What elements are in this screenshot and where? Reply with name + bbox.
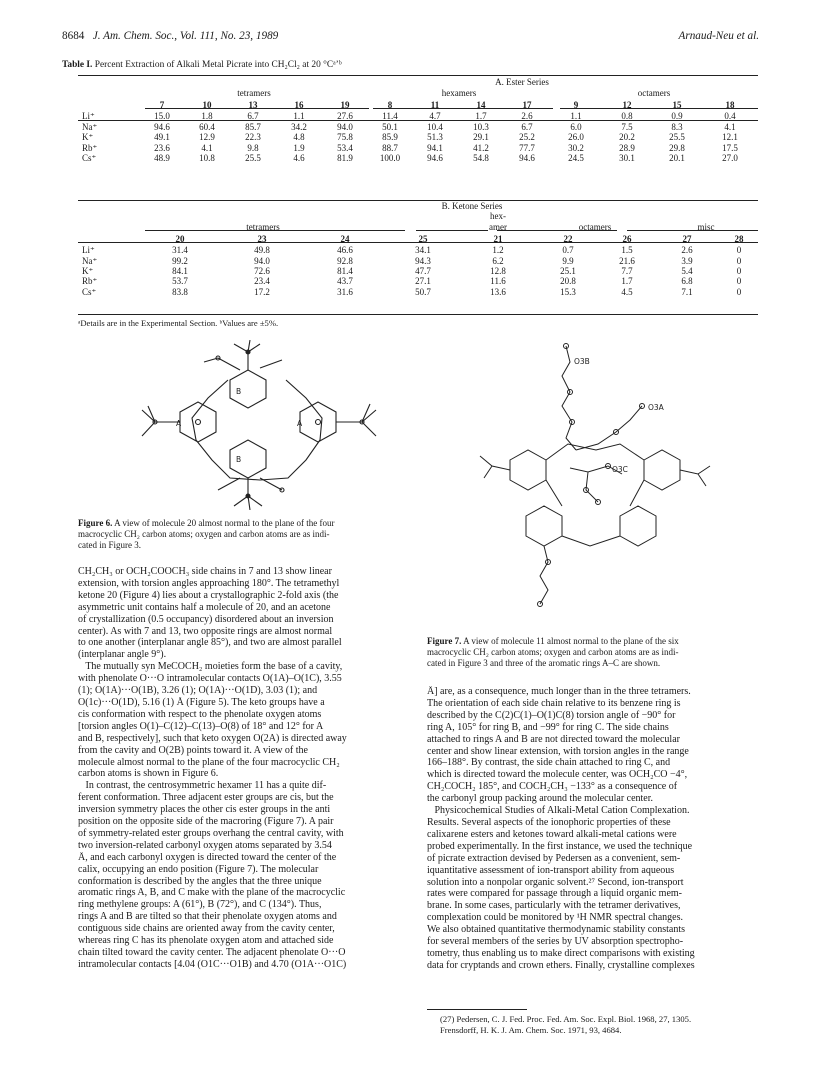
table-cell: 6.2 [492, 255, 504, 266]
table-cell: 22.3 [245, 132, 261, 143]
text-line: carbon atoms is shown in Figure 6. [78, 768, 219, 780]
table-cell: 23.4 [254, 276, 270, 287]
text-line: aromatic rings A, B, and C make with the plane of the macrocyclic [78, 887, 346, 899]
table-cell: 54.8 [473, 153, 489, 164]
text-line: solution into a nonpolar organic solvent.²⁷ Second, ion-transport [427, 876, 684, 888]
table-cell: 88.7 [382, 142, 398, 153]
text-line: to one another (interplanar angle 85°), and two are almost parallel [78, 637, 342, 649]
table-cell: 81.4 [337, 266, 353, 277]
table-cell: 31.4 [172, 245, 188, 256]
text-line: ferent conformation. Three adjacent ester groups are cis, but the [78, 792, 334, 804]
text-line: and B, respectively], such that keto oxygen O(2A) is directed away [78, 732, 347, 744]
journal-citation: J. Am. Chem. Soc., Vol. 111, No. 23, 1989 [92, 30, 279, 42]
figure-6-caption-line-1: A view of molecule 20 almost normal to the plane of the four [112, 518, 335, 528]
ester-column-header: 11 [430, 99, 440, 110]
fig6-ring-label-a-right: A [297, 419, 303, 428]
ester-group-octamers: octamers [637, 87, 671, 98]
ion-label: Cs⁺ [82, 286, 97, 297]
table-cell: 0 [736, 245, 742, 256]
table-footnote: ᵃDetails are in the Experimental Section. ᵇValues are ±5%. [78, 318, 279, 328]
table-cell: 83.8 [172, 286, 188, 297]
ion-label: Cs⁺ [82, 153, 97, 164]
fig6-ring-label-b-top: B [236, 387, 242, 396]
table-cell: 6.0 [570, 121, 582, 132]
table-cell: 15.3 [560, 286, 576, 297]
ketone-group-hexamer-1: hex- [490, 211, 506, 222]
table-cell: 94.6 [154, 121, 170, 132]
ester-group-tetramers: tetramers [237, 87, 271, 98]
table-cell: 53.7 [172, 276, 188, 287]
header-left [62, 30, 278, 42]
table-cell: 49.8 [254, 245, 270, 256]
text-line: CH₂CH₃ or OCH₂COOCH₃ side chains in 7 and 13 show linear [78, 566, 332, 577]
ketone-series-title-row [78, 201, 758, 211]
ketone-series-table [78, 201, 758, 297]
table-cell: 4.1 [724, 121, 736, 132]
table-cell: 6.7 [247, 111, 259, 122]
table-cell: 0.9 [671, 111, 683, 122]
table-cell: 17.2 [254, 286, 270, 297]
text-line: of crystallization (0.5 occupancy) disordered about an inversion [78, 613, 334, 625]
table-cell: 10.4 [427, 121, 443, 132]
table-cell: 11.4 [382, 111, 398, 122]
ion-label: Rb⁺ [82, 142, 98, 153]
text-line: The mutually syn MeCOCH₂ moieties form the base of a cavity, [78, 661, 343, 673]
table-cell: 94.6 [519, 153, 535, 164]
table-cell: 11.6 [490, 276, 506, 287]
text-line: of symmetry-related ester groups overhang the central cavity, with [78, 827, 344, 839]
ketone-column-header: 20 [175, 233, 185, 244]
text-line: the carbonyl group packing around the molecular center. [427, 793, 654, 805]
text-line: asymmetric unit contains half a molecule of 20, and an acetone [78, 601, 331, 613]
reference-line-1: (27) Pedersen, C. J. Fed. Proc. Fed. Am. Soc. Expl. Biol. 1968, 27, 1305. [440, 1014, 692, 1024]
text-line: In contrast, the centrosymmetric hexamer 11 has a quite dif- [78, 780, 327, 792]
table-cell: 23.6 [154, 142, 170, 153]
table-cell: 12.1 [722, 132, 738, 143]
text-line: which is directed toward the molecule center, was OCH₂CO −4°, [427, 769, 688, 781]
table-cell: 2.6 [681, 245, 693, 256]
table-cell: 99.2 [172, 255, 188, 266]
ketone-column-header: 23 [257, 233, 267, 244]
table-row [78, 122, 758, 132]
table-cell: 51.3 [427, 132, 443, 143]
right-text-column [427, 686, 758, 972]
table-cell: 94.3 [415, 255, 431, 266]
text-line: Å] are, as a consequence, much longer than in the three tetramers. [427, 686, 691, 697]
table-row [78, 143, 758, 153]
ester-column-header: 17 [522, 99, 532, 110]
ketone-column-header: 27 [682, 233, 692, 244]
table-cell: 20.1 [669, 153, 685, 164]
table-cell: 94.1 [427, 142, 443, 153]
table-row [78, 256, 758, 266]
figure-7-caption-line-2: macrocyclic CH₂ carbon atoms; oxygen and carbon atoms are as indi- [427, 646, 679, 657]
table-cell: 31.6 [337, 286, 353, 297]
table-cell: 100.0 [379, 153, 401, 164]
table-cell: 47.7 [415, 266, 431, 277]
table-cell: 4.7 [429, 111, 441, 122]
table-row [78, 153, 758, 163]
figure-6-caption-line-3: cated in Figure 3. [78, 539, 141, 550]
table-cell: 0.7 [562, 245, 574, 256]
table-cell: 9.8 [247, 142, 259, 153]
table-cell: 50.7 [415, 286, 431, 297]
table-cell: 25.5 [245, 153, 261, 164]
ketone-group-octamers: octamers [578, 221, 612, 232]
table-cell: 48.9 [154, 153, 170, 164]
table-cell: 1.7 [475, 111, 487, 122]
ester-column-header: 8 [387, 99, 393, 110]
text-line: calix, occupying an endo position (Figure 7). The molecular [78, 863, 319, 875]
figure-6 [100, 340, 400, 510]
text-line: two inversion-related carbonyl oxygen atoms separated by 3.54 [78, 839, 332, 851]
reference-27 [440, 1014, 758, 1035]
table-cell: 30.1 [619, 153, 635, 164]
ketone-column-header: 21 [493, 233, 503, 244]
table-cell: 20.2 [619, 132, 635, 143]
table-cell: 13.6 [490, 286, 506, 297]
figure-7-structure [470, 340, 720, 615]
table-cell: 72.6 [254, 266, 270, 277]
table-cell: 49.1 [154, 132, 170, 143]
ketone-series-title: B. Ketone Series [441, 201, 503, 211]
figure-7-caption-line-3: cated in Figure 3 and three of the aromatic rings A–C are shown. [427, 657, 661, 668]
ketone-column-header: 25 [418, 233, 428, 244]
table-cell: 29.1 [473, 132, 489, 143]
text-line: for several members of the series by UV absorption spectropho- [427, 936, 684, 948]
ester-body [78, 111, 758, 163]
ester-column-header: 15 [672, 99, 682, 110]
table-cell: 77.7 [519, 142, 535, 153]
text-line: probed experimentally. In the first instance, we used the technique [427, 840, 693, 852]
table-cell: 21.6 [619, 255, 635, 266]
table-cell: 0 [736, 286, 742, 297]
ketone-group-row-1 [78, 211, 758, 221]
text-line: complexation could be monitored by ¹H NMR spectral changes. [427, 912, 683, 924]
text-line: [torsion angles O(1)–C(12)–C(13)–O(8) of 18° and 12° for A [78, 720, 324, 732]
ketone-column-header: 26 [622, 233, 632, 244]
text-line: from the cavity and O(2B) points toward it. A view of the [78, 744, 308, 756]
table-cell: 34.2 [291, 121, 307, 132]
header-authors: Arnaud-Neu et al. [678, 30, 759, 42]
text-line: intramolecular contacts [4.04 (O1C···O1B) and 4.70 (O1A···O1C) [78, 958, 347, 970]
table-cell: 46.6 [337, 245, 353, 256]
table-cell: 1.1 [570, 111, 582, 122]
table-cell: 4.1 [201, 142, 213, 153]
table-cell: 43.7 [337, 276, 353, 287]
table-cell: 26.0 [568, 132, 584, 143]
text-line: Physicochemical Studies of Alkali-Metal Cation Complexation. [427, 805, 690, 817]
table-cell: 25.2 [519, 132, 535, 143]
table-cell: 0.4 [724, 111, 736, 122]
table-cell: 17.5 [722, 142, 738, 153]
page-number: 8684 [62, 30, 85, 42]
table-cell: 0.8 [621, 111, 633, 122]
ion-label: Li⁺ [82, 245, 95, 256]
text-line: CH₂COCH₂ 185°, and COCH₂CH₃ −133° as a consequence of [427, 781, 678, 793]
ketone-column-header-row [78, 232, 758, 245]
ester-column-header: 19 [340, 99, 350, 110]
ketone-group-row-2 [78, 222, 758, 232]
table-cell: 27.1 [415, 276, 431, 287]
ion-label: Li⁺ [82, 111, 95, 122]
text-line: We also obtained quantitative thermodynamic stability constants [427, 924, 686, 936]
reference-rule [427, 1009, 527, 1010]
text-line: molecule almost normal to the plane of the four macrocyclic CH₂ [78, 756, 340, 768]
text-line: 166–188°. By contrast, the side chain attached to ring C, and [427, 757, 671, 769]
ion-label: K⁺ [82, 266, 94, 277]
text-line: rings A and B are tilted so that their phenolate oxygen atoms and [78, 911, 337, 923]
figure-6-caption [78, 518, 408, 550]
table-cell: 25.5 [669, 132, 685, 143]
table-cell: 28.9 [619, 142, 635, 153]
text-line: The orientation of each side chain relative to its benzene ring is [427, 697, 681, 709]
text-line: chain tilted toward the cavity center. The adjacent phenolate O···O [78, 947, 346, 958]
table-top-rule [78, 75, 758, 76]
ester-group-row [78, 87, 758, 98]
text-line: ring methylene groups: A (61°), B (72°), and C (134°). Thus, [78, 899, 322, 911]
table-cell: 7.5 [621, 121, 633, 132]
table-cell: 1.8 [201, 111, 213, 122]
table-cell: 50.1 [382, 121, 398, 132]
table-cell: 2.6 [521, 111, 533, 122]
text-line: (interplanar angle 9°). [78, 649, 167, 661]
table-cell: 75.8 [337, 132, 353, 143]
ion-label: Rb⁺ [82, 276, 98, 287]
table-cell: 5.4 [681, 266, 693, 277]
figure-6-caption-line-2: macrocyclic CH₂ carbon atoms; oxygen and carbon atoms are as indi- [78, 528, 330, 539]
ester-column-header: 16 [294, 99, 304, 110]
ester-series-title: A. Ester Series [495, 77, 549, 87]
text-line: tometry, thus enabling us to make direct comparisons with existing [427, 947, 695, 959]
ketone-group-hexamer-2: amer [489, 221, 507, 232]
table-cell: 94.6 [427, 153, 443, 164]
ester-column-header: 13 [248, 99, 258, 110]
ester-column-header-row [78, 98, 758, 111]
table-label: Table I. [62, 60, 93, 70]
text-line: ring A, 105° for ring B, and −99° for ring C. The side chains [427, 721, 669, 733]
ester-series-title-row [78, 77, 758, 87]
table-cell: 9.9 [562, 255, 574, 266]
text-line: extension, with torsion angles approaching 180°. The tetramethyl [78, 577, 340, 589]
ester-column-header: 12 [622, 99, 632, 110]
text-line: of picrate extraction devised by Pedersen as a convenient, sem- [427, 852, 681, 864]
table-bottom-rule [78, 314, 758, 315]
table-cell: 6.7 [521, 121, 533, 132]
table-cell: 94.0 [337, 121, 353, 132]
table-row [78, 111, 758, 121]
text-line: conformation is described by the angles that the three unique [78, 875, 322, 887]
table-cell: 1.7 [621, 276, 633, 287]
text-line: (1); O(1A)···O(1B), 3.26 (1); O(1A)···O(1D), 3.03 (1); and [78, 685, 318, 697]
text-line: contiguous side chains are oriented away from the cavity center, [78, 923, 335, 935]
table-cell: 94.0 [254, 255, 270, 266]
text-line: cis conformation with respect to the phenolate oxygen atoms [78, 708, 322, 720]
text-line: data for cryptands and crown ethers. Finally, crystalline complexes [427, 959, 695, 971]
table-cell: 84.1 [172, 266, 188, 277]
table-caption [62, 60, 759, 70]
figure-7-label: Figure 7. [427, 636, 462, 646]
table-row [78, 276, 758, 286]
text-line: O(1c)···O(1D), 5.16 (1) Å (Figure 5). The keto groups have a [78, 696, 325, 708]
fig6-ring-label-b-bottom: B [236, 455, 242, 464]
table-cell: 85.9 [382, 132, 398, 143]
text-line: center). As with 7 and 13, two opposite rings are almost normal [78, 625, 333, 637]
table-cell: 12.9 [199, 132, 215, 143]
ester-column-header: 7 [159, 99, 165, 110]
table-cell: 1.1 [293, 111, 305, 122]
table-cell: 30.2 [568, 142, 584, 153]
table-row [78, 287, 758, 297]
table-cell: 4.6 [293, 153, 305, 164]
text-line: position on the opposite side of the macroring (Figure 7). A pair [78, 816, 334, 828]
table-cell: 0 [736, 276, 742, 287]
table-cell: 3.9 [681, 255, 693, 266]
figure-6-label: Figure 6. [78, 518, 113, 528]
table-cell: 92.8 [337, 255, 353, 266]
table-cell: 34.1 [415, 245, 431, 256]
ion-label: K⁺ [82, 132, 94, 143]
text-line: ketone 20 (Figure 4) lies about a crystallographic 2-fold axis (the [78, 589, 339, 601]
table-cell: 41.2 [473, 142, 489, 153]
ketone-group-tetramers: tetramers [246, 221, 280, 232]
table-cell: 0 [736, 266, 742, 277]
table-cell: 1.9 [293, 142, 305, 153]
table-cell: 1.2 [492, 245, 504, 256]
fig7-atom-label-o3b: O3B [574, 357, 590, 366]
fig7-atom-label-o3c: O3C [612, 465, 628, 474]
text-line: iquantitative assessment of ion-transport ability from aqueous [427, 864, 675, 876]
table-title: Percent Extraction of Alkali Metal Picrate into CH₂Cl₂ at 20 °Cᵃʼᵇ [94, 60, 342, 70]
table-cell: 25.1 [560, 266, 576, 277]
text-line: inversion symmetry places the other cis ester groups in the anti [78, 804, 331, 816]
ester-group-hexamers: hexamers [441, 87, 477, 98]
ester-series-table [78, 77, 758, 163]
table-cell: 7.1 [681, 286, 693, 297]
table-cell: 6.8 [681, 276, 693, 287]
text-line: brane. In some cases, particularly with the tetramer derivatives, [427, 900, 681, 912]
table-row [78, 132, 758, 142]
reference-line-2: Frensdorff, H. K. J. Am. Chem. Soc. 1971, 93, 4684. [440, 1024, 622, 1035]
table-cell: 20.8 [560, 276, 576, 287]
fig7-atom-label-o3a: O3A [648, 403, 664, 412]
ion-label: Na⁺ [82, 121, 98, 132]
text-line: center and show linear extension, with torsion angles in the range [427, 745, 689, 757]
table-cell: 27.6 [337, 111, 353, 122]
table-row [78, 245, 758, 255]
table-cell: 10.8 [199, 153, 215, 164]
figure-6-structure [100, 340, 400, 510]
table-cell: 85.7 [245, 121, 261, 132]
text-line: rates were compared for passage through a liquid organic mem- [427, 888, 682, 900]
figure-7 [470, 340, 720, 615]
ketone-group-misc: misc [697, 221, 715, 232]
ester-column-header: 10 [202, 99, 212, 110]
text-line: with phenolate O···O intramolecular contacts O(1A)–O(1C), 3.55 [78, 673, 342, 685]
text-line: whereas ring C has its phenolate oxygen atom and attached side [78, 935, 334, 947]
ion-label: Na⁺ [82, 255, 98, 266]
table-cell: 4.5 [621, 286, 633, 297]
table-row [78, 266, 758, 276]
table-cell: 81.9 [337, 153, 353, 164]
table-cell: 12.8 [490, 266, 506, 277]
table-cell: 53.4 [337, 142, 353, 153]
table-cell: 0 [736, 255, 742, 266]
ester-column-header: 18 [725, 99, 735, 110]
ketone-column-header: 24 [340, 233, 350, 244]
figure-7-caption [427, 636, 757, 668]
table-cell: 7.7 [621, 266, 633, 277]
table-cell: 60.4 [199, 121, 215, 132]
table-cell: 8.3 [671, 121, 683, 132]
ester-column-header: 9 [573, 99, 579, 110]
text-line: Results. Several aspects of the ionophoric properties of these [427, 816, 671, 828]
table-cell: 29.8 [669, 142, 685, 153]
table-cell: 10.3 [473, 121, 489, 132]
ester-column-header: 14 [476, 99, 486, 110]
left-text-column [78, 566, 412, 971]
text-line: Å, and each carbonyl oxygen is directed toward the center of the [78, 851, 337, 863]
text-line: described by the C(2)C(1)–O(1)C(8) torsion angle of −90° for [427, 709, 676, 721]
table-cell: 1.5 [621, 245, 633, 256]
text-line: attached to rings A and B are not directed toward the molecular [427, 733, 680, 745]
ketone-column-header: 22 [563, 233, 573, 244]
fig6-ring-label-a-left: A [176, 419, 182, 428]
table-cell: 27.0 [722, 153, 738, 164]
figure-7-caption-line-1: A view of molecule 11 almost normal to the plane of the six [461, 636, 679, 646]
table-cell: 15.0 [154, 111, 170, 122]
table-cell: 4.8 [293, 132, 305, 143]
text-line: calixarene esters and ketones toward alkali-metal cations were [427, 828, 677, 840]
table-cell: 24.5 [568, 153, 584, 164]
ketone-column-header: 28 [734, 233, 744, 244]
running-header [62, 30, 759, 46]
ketone-body [78, 245, 758, 297]
